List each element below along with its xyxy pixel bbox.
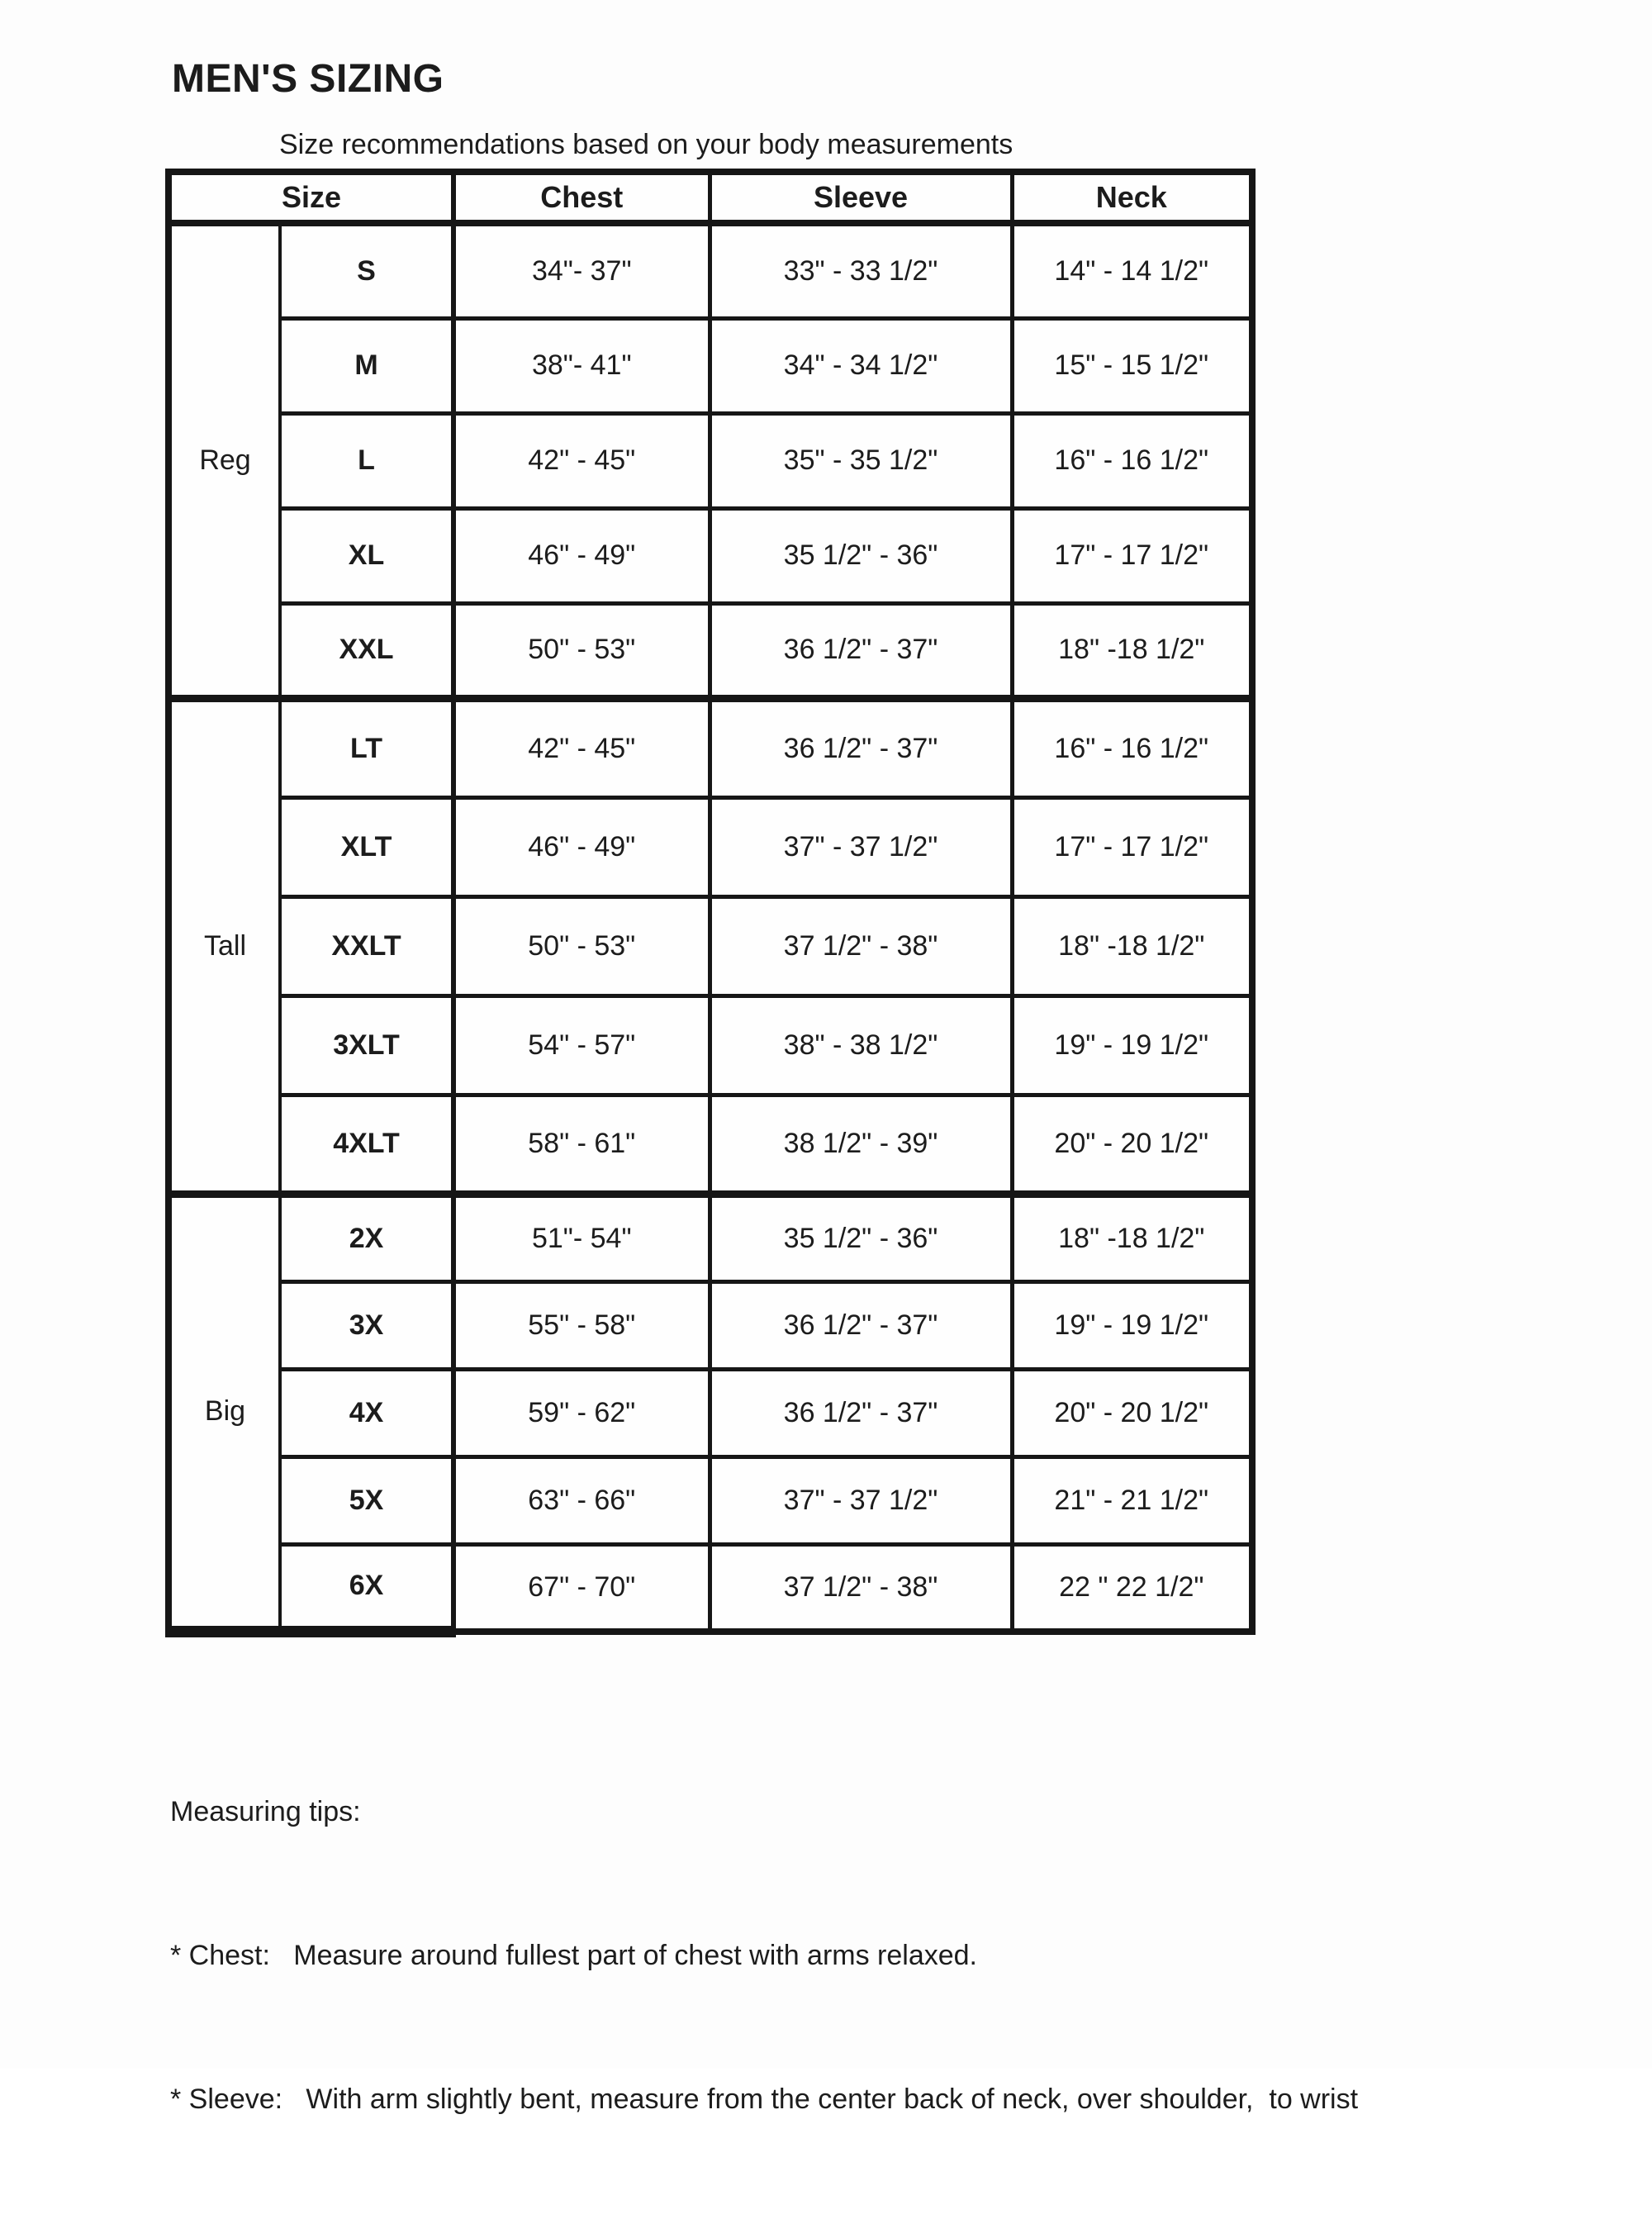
table-row: [169, 797, 1252, 896]
chest-cell: 59" - 62": [453, 1369, 710, 1456]
header-chest: Chest: [453, 172, 710, 223]
page-title: MEN'S SIZING: [172, 57, 444, 101]
table-row: [169, 995, 1252, 1095]
size-cell: XLT: [280, 797, 453, 896]
size-cell: XXL: [280, 603, 453, 698]
mens-sizing-table: [165, 169, 1256, 1637]
table-row: [169, 1544, 1252, 1632]
chest-cell: 38"- 41": [453, 318, 710, 413]
header-neck: Neck: [1012, 172, 1252, 223]
neck-cell: 18" -18 1/2": [1012, 603, 1252, 698]
table-row: [169, 413, 1252, 508]
sleeve-cell: 38 1/2" - 39": [710, 1095, 1012, 1194]
sleeve-cell: 35 1/2" - 36": [710, 508, 1012, 603]
neck-cell: 14" - 14 1/2": [1012, 223, 1252, 318]
sleeve-cell: 35 1/2" - 36": [710, 1194, 1012, 1281]
size-cell: L: [280, 413, 453, 508]
sleeve-cell: 36 1/2" - 37": [710, 603, 1012, 698]
neck-cell: 19" - 19 1/2": [1012, 995, 1252, 1095]
table-row: [169, 698, 1252, 797]
neck-cell: 18" -18 1/2": [1012, 896, 1252, 995]
neck-cell: 18" -18 1/2": [1012, 1194, 1252, 1281]
sleeve-cell: 37 1/2" - 38": [710, 896, 1012, 995]
chest-cell: 42" - 45": [453, 413, 710, 508]
sleeve-cell: 33" - 33 1/2": [710, 223, 1012, 318]
neck-cell: 20" - 20 1/2": [1012, 1095, 1252, 1194]
table-row: [169, 1095, 1252, 1194]
chest-cell: 51"- 54": [453, 1194, 710, 1281]
neck-cell: 17" - 17 1/2": [1012, 508, 1252, 603]
size-cell: 2X: [280, 1194, 453, 1281]
measuring-tips: [170, 1692, 1358, 2219]
size-cell: XXLT: [280, 896, 453, 995]
size-cell: 4XLT: [280, 1095, 453, 1194]
chest-cell: 67" - 70": [453, 1544, 710, 1632]
chest-cell: 54" - 57": [453, 995, 710, 1095]
chest-cell: 58" - 61": [453, 1095, 710, 1194]
size-cell: 5X: [280, 1456, 453, 1544]
table-row: [169, 318, 1252, 413]
table-row: [169, 896, 1252, 995]
size-cell: S: [280, 223, 453, 318]
sleeve-cell: 37" - 37 1/2": [710, 1456, 1012, 1544]
table-row: [169, 508, 1252, 603]
chest-cell: 50" - 53": [453, 896, 710, 995]
sleeve-cell: 35" - 35 1/2": [710, 413, 1012, 508]
chest-cell: 55" - 58": [453, 1281, 710, 1369]
sleeve-cell: 34" - 34 1/2": [710, 318, 1012, 413]
chest-cell: 34"- 37": [453, 223, 710, 318]
header-size: Size: [169, 172, 453, 223]
sleeve-cell: 37" - 37 1/2": [710, 797, 1012, 896]
size-cell: 3X: [280, 1281, 453, 1369]
measuring-tips-heading: Measuring tips:: [170, 1796, 361, 1827]
neck-cell: 15" - 15 1/2": [1012, 318, 1252, 413]
measuring-tip-sleeve: * Sleeve: With arm slightly bent, measure from the center back of neck, over shoulder, to wrist: [170, 2084, 1359, 2115]
size-cell: 3XLT: [280, 995, 453, 1095]
chest-cell: 63" - 66": [453, 1456, 710, 1544]
table-row: [169, 1456, 1252, 1544]
neck-cell: 19" - 19 1/2": [1012, 1281, 1252, 1369]
sleeve-cell: 36 1/2" - 37": [710, 1369, 1012, 1456]
table-row: [169, 1194, 1252, 1281]
measuring-tip-chest: * Chest: Measure around fullest part of chest with arms relaxed.: [170, 1940, 978, 1971]
size-cell: XL: [280, 508, 453, 603]
chest-cell: 46" - 49": [453, 797, 710, 896]
sleeve-cell: 36 1/2" - 37": [710, 698, 1012, 797]
size-group-reg: Reg: [169, 223, 280, 698]
table-row: [169, 223, 1252, 318]
chest-cell: 42" - 45": [453, 698, 710, 797]
sleeve-cell: 37 1/2" - 38": [710, 1544, 1012, 1632]
chest-cell: 46" - 49": [453, 508, 710, 603]
size-cell: LT: [280, 698, 453, 797]
size-cell: M: [280, 318, 453, 413]
page-subtitle: Size recommendations based on your body measurements: [279, 129, 1014, 160]
size-group-tall: Tall: [169, 698, 280, 1194]
neck-cell: 21" - 21 1/2": [1012, 1456, 1252, 1544]
neck-cell: 20" - 20 1/2": [1012, 1369, 1252, 1456]
neck-cell: 16" - 16 1/2": [1012, 413, 1252, 508]
chest-cell: 50" - 53": [453, 603, 710, 698]
size-cell: 4X: [280, 1369, 453, 1456]
table-row: [169, 1369, 1252, 1456]
size-cell: 6X: [280, 1544, 453, 1632]
sleeve-cell: 38" - 38 1/2": [710, 995, 1012, 1095]
table-row: [169, 1281, 1252, 1369]
sleeve-cell: 36 1/2" - 37": [710, 1281, 1012, 1369]
size-group-big: Big: [169, 1194, 280, 1632]
neck-cell: 16" - 16 1/2": [1012, 698, 1252, 797]
header-sleeve: Sleeve: [710, 172, 1012, 223]
table-row: [169, 603, 1252, 698]
neck-cell: 22 " 22 1/2": [1012, 1544, 1252, 1632]
neck-cell: 17" - 17 1/2": [1012, 797, 1252, 896]
table-header-row: [169, 172, 1252, 223]
